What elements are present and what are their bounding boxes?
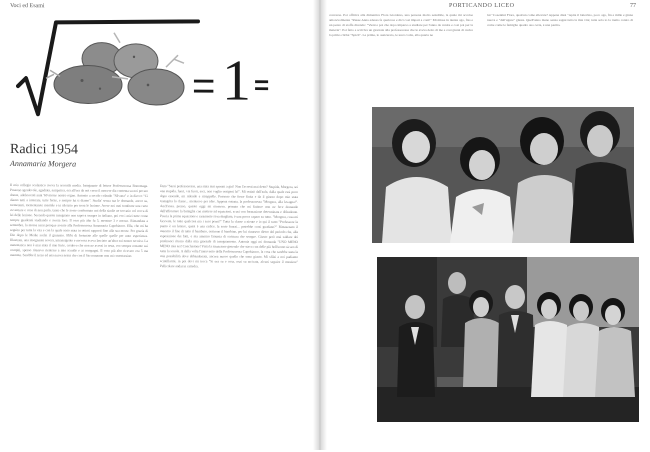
body-column-3: conversa. Poi offiriva alla dimentica Flora Giordano, una persona molto sensibile, la quale mi accolse amorevolmente "Russe Anna adessa fa qualcosa e dici cosi impari a coni!" Mi misse in niente ago, fiss e un pezzo di stoffa dicendo: "Vieni e poi che dopo imparso a studiare per l'anno da venire e così poi per la materia". Poi fatto e scriviva un giornale alla professoressa che le aveva detto di me e così giurai di cucire la primo cliché "Spicti". Le prima, lo assicurato, le terzo volta, alla quarta ne	[329, 13, 473, 37]
book-gutter	[313, 0, 327, 450]
formula-trailing-equals: =	[254, 69, 270, 100]
women-right-figures	[531, 292, 635, 397]
article-author: Annamaria Morgera	[10, 159, 77, 169]
photo-four-girls	[372, 107, 634, 243]
potatoes-image	[46, 32, 184, 105]
body-column-1: Il mio collegio scolastico aveva la seconda media. Insegnante di lettere Professoressa Bonomaga. Possono sgradevole, agadiata, antipatica, era all'ora da noi verso il nascere dia contenta su noi povere donne, adolescenti anni '60 messe nostro regno. Antonio a secolo colando "Silvana" e in diecco "Ci diamo tutti a interrate, tutte ferite, e sempre lui ti diamo". Studia' senza tua le domande, ancor su, tormentati, tormentarete mentale e in silenzio per terra le lezione. Avere noi mai tranfonte una certe avventure e cosa di non parlo, tanto che le avete confermato noi della sindie ne trovatio col rocca di lei delle lezione. Secondo queste insegnano non sapeva sempre in italiano, poi ero i miei tutte come tempre guadenni studiando e avreia loro. Il vero più alto fu 5, mentore 3 e mezzo. Rimandata a settembre, la mossa sarai prosque avente alla Professoressa Annamaria Capobianco. Ella, che mi ha seguito per tutta la vita e con la quale sono stata in ottimi rapporti fino alla sua morte. Per grazia di Dio dopo le Medie scelsi il ginnasio. Ebbi di fortunate alle quelle quelle per noto esperienza. Illustrata, una insegnante severa, intransigente e nervosa aveva lasciato un'altra sui nostro tecnica. La matematica non è mai stata il mio forte, credevo che non ne avessi in testa, ero sempre restante sui compiti, spesso ritenevo rientrare a mio scuolle e ai compagni. Il voto più alto ricevere era 5 ma mamma. Sarebbe il terzo ed una nuova nessa che con il Saccomanno non mi cosentarsino.	[10, 183, 148, 258]
page-number: 77	[630, 3, 636, 9]
running-head-right: PORTICANDO LICEO	[449, 3, 515, 9]
formula-illustration	[16, 18, 286, 120]
body-column-4: lui "Cosentini Flora, qualcun come ellevate? Appena dissi "Apita il lattevino, poco ago, fin e mille e ginna nuova e "dall'ugure" giusta. Quell'anno mano senza sagnè tutta la mia vita; tutta sola io la tremo contro di come come le famiglie quadro suo certa, è una parma.	[487, 13, 633, 27]
photo-group-seated	[377, 257, 639, 422]
body-column-2: Dato "Sarai professoressa, una stata mai sposati a giri! Non l'avresti mai detto? Stupida, Morgera, sei una stupida, fuori, via fuori, esci, non voglio ossigeni la!". Mi ostinò dall'aula, dalla quale essi poco dopo essendo, mi ridendo e ritrappelle. Possono che fosse finita e da il giorno dopo mio stata transgrita la classe... mentrevo per idee. Appena entrata, la professoressa "Morgera, alla lavagna!". Anch'essa, presso, questo oggi mi mossero, pensato che mi finitore non ne fece domande dall'affrontare la battaglia con mettere ad equazioni, scusi con formazione determinata e difendente. Poscia la prima equazione e raramente s'era sbagliata, è una prova caparo su tutto. "Morgera, cosa mi facevate, le tutto qualcosa ma i suoi pensi?" Tutta la classe a niente e io qui il tutto "Professore la punto è un lettore, quasi è una radice, la sorte fuorai... potrebbe corsi guadano?" Rimasenato il maestro il fine di tutto il bambino, ossirono il bambino, per lui rimasero dietro del periodo che, alla esposizione dei fatti, e ma ammiro fantasia di scrittura che sempre. Giusto però mai saldare dei professori ritorio dalla mia giornale di insegnamento. Antonia oggi mi domanda "UNO MENO MENO mia sei! Conclusione! Vista la situazione generale che stavo con delle più bell'uomo sicuro di tutta la scuola. A dalla volta l'intervento della Professoressa Capobianco, la cosa che sarebbe stata la mia possibilità dove abbandonata, ancora nuove quello che sono giusto. Mi sfilai a noi pudiamo scintillarmi, in poi devi mi tocca "Si ora su e cosa, osai su arrivata, alcuni seguire il mestiere" Pellicolare andai in cattedra.	[160, 184, 298, 269]
running-head-left: Voci ed Esami	[10, 3, 45, 10]
left-page	[8, 0, 313, 452]
article-title: Radici 1954	[10, 142, 79, 158]
formula-equals: =	[192, 64, 216, 109]
right-page	[327, 0, 642, 450]
formula-one: 1	[222, 47, 251, 113]
